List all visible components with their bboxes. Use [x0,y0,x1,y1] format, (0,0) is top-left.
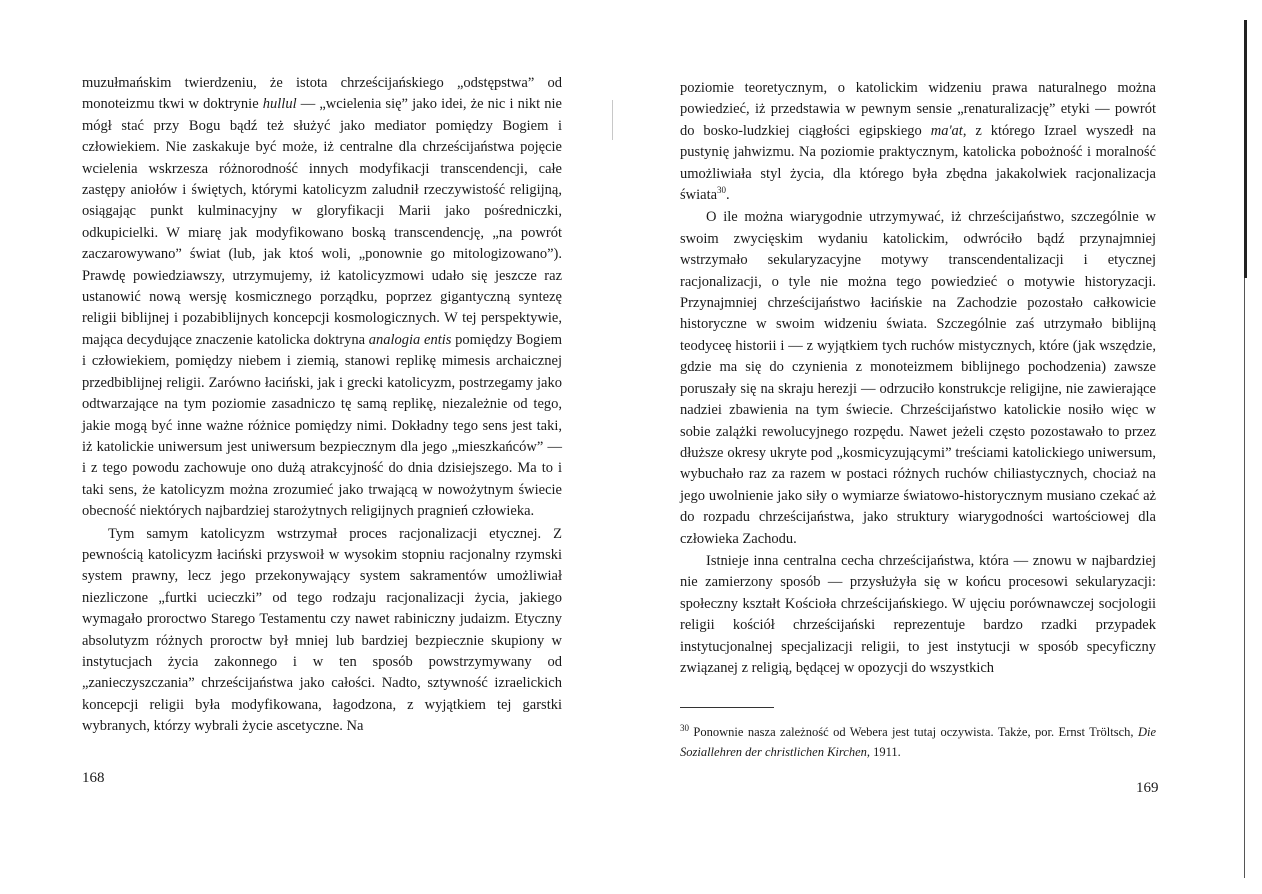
right-page-text [680,78,1156,679]
text-run: Ponownie nasza zależność od Webera jest tutaj oczywista. Także, por. Ernst Tröltsch, [689,725,1138,739]
text-run: muzułmańskim twierdzeniu, że istota chrześcijańskiego „odstępstwa” od monoteizmu tkwi w doktrynie [82,75,562,113]
right-page-number: 169 [1136,780,1159,796]
scan-edge-line [1244,278,1245,878]
scan-gutter-mark [612,100,613,140]
text-run: Tym samym katolicyzm wstrzymał proces racjonalizacji etycznej. Z pewnością katolicyzm łaciński przyswoił w wysokim stopniu racjonalny rzymski system prawny, lecz jego przekonywający system sakramentów umożliwiał niezliczone „furtki ucieczki” od tego rodzaju racjonalizacji życia, jakiego wymagało proroctwo Starego Testamentu czy nawet rabiniczny judaizm. Etyczny absolutyzm różnych proroctw był mniej lub bardziej bezpiecznie skupiony w instytucjach życia zakonnego i w ten sposób powstrzymywany od „zanieczyszczania” chrześcijaństwa jako całości. Nadto, sztywność izraelickich koncepcji religii była modyfikowana, łagodzona, z wyjątkiem tej garstki wybranych, którzy wybrali życie ascetyczne. Na [82,525,562,735]
left-page-number: 168 [82,770,105,786]
paragraph [680,551,1156,679]
text-run: . [726,187,730,204]
footnote [680,722,1156,762]
paragraph [680,78,1156,206]
text-run: — „wcielenia się” jako idei, że nic i nikt nie mógł stać przy Bogu bądź też służyć jako mediator pomiędzy Bogiem i człowiekiem. Nie zaskakuje być może, iż centralne dla chrześcijaństwa pojęcie wcielenia wskrzesza różnorodność innych modyfikacji transcendencji, całe zastępy aniołów i świętych, którymi katolicyzm zaludnił rzeczywistość religijną, osiągając punkt kulminacyjny w gloryfikacji Marii jako pośredniczki, odkupicielki. W miarę jak modyfikowano boską transcendencję, „na powrót zaczarowywano” świat (lub, jak ktoś woli, „ponownie go mitologizowano”). Prawdę powiedziawszy, utrzymujemy, iż katolicyzmowi udało się jeszcze raz ustanowić nową wersję kosmicznego porządku, poprzez gigantyczną syntezę religii biblijnej i pozabiblijnych koncepcji kosmologicznych. W tej perspektywie, mająca decydujące znaczenie katolicka doktryna [82,96,562,348]
paragraph [680,207,1156,550]
scan-edge-bar [1244,20,1247,278]
text-run: pomiędzy Bogiem i człowiekiem, pomiędzy niebem i ziemią, stanowi replikę mimesis archaicznej przedbiblijnej religii. Zarówno łaciński, jak i grecki katolicyzm, postrzegamy jako odtwarzające na tym poziomie zasadniczo tę samą replikę, niezależnie od tego, jakie mogą być inne ważne różnice pomiędzy nimi. Dokładny tego sens jest taki, iż katolickie uniwersum jest uniwersum bezpiecznym dla jego „mieszkańców” — i z tego powodu zachowuje ono dużą atrakcyjność do dnia dzisiejszego. Ma to i taki sens, że katolicyzm można zrozumieć jako trwającą w nowożytnym świecie obecność niektórych najbardziej starożytnych religijnych pragnień człowieka. [82,331,562,520]
italic-term: ma'at [930,122,963,139]
left-page-text [82,73,562,738]
footnote-marker: 30 [680,722,689,733]
text-run: poziomie teoretycznym, o katolickim widzeniu prawa naturalnego można powiedzieć, iż przedstawia w pewnym sensie „renaturalizację” etyki — powrót do bosko-ludzkiej ciągłości egipskiego [680,80,1156,139]
italic-term: Die Soziallehren der christlichen Kirchen, [680,725,1156,759]
text-run: , z którego Izrael wyszedł na pustynię jahwizmu. Na poziomie praktycznym, katolicka pobożność i moralność umożliwiała styl życia, dla którego była zbędna jakakolwiek racjonalizacja świata [680,122,1156,204]
text-run: 1911. [870,745,901,759]
paragraph [82,524,562,738]
text-run: O ile można wiarygodnie utrzymywać, iż chrześcijaństwo, szczególnie w swoim zwycięskim wydaniu katolickim, odwróciło bądź przynajmniej wstrzymało sekularyzacyjne motywy transcendentalizacji i etycznej racjonalizacji, o tyle nie można tego powiedzieć o motywie historyzacji. Przynajmniej chrześcijaństwo łacińskie na Zachodzie pozostało całkowicie historyczne w swoim widzeniu świata. Szczególnie zaś utrzymało biblijną teodyceę historii i — z wyjątkiem tych ruchów mistycznych, które (jak wszędzie, gdzie ma się do czynienia z monoteizmem biblijnego pochodzenia) zawsze poruszały się na skraju herezji — odrzuciło konstrukcje religijne, nie zawierające nadziei zbawienia na tym świecie. Chrześcijaństwo katolickie nosiło więc w sobie zalążki rewolucyjnego rozpędu. Nawet jeżeli często pozostawało to przez dłuższe okresy ukryte pod „kosmicyzującymi” treściami katolickiego uniwersum, wybuchało raz za razem w postaci różnych ruchów chiliastycznych, chociaż na jego uwolnienie jako siły o wymiarze światowo-historycznym musiano czekać aż do rozpadu chrześcijaństwa, jako struktury wiarygodności wartościowej dla człowieka Zachodu. [680,209,1156,547]
italic-term: analogia entis [368,331,452,348]
paragraph [82,73,562,523]
text-run: Istnieje inna centralna cecha chrześcijaństwa, która — znowu w najbardziej nie zamierzony sposób — przysłużyła się w końcu procesowi sekularyzacji: społeczny kształt Kościoła chrześcijańskiego. W ujęciu porównawczej socjologii religii kościół chrześcijański reprezentuje bardzo rzadki przypadek instytucjonalnej specjalizacji religii, to jest instytucji w sposób specyficzny związanej z religią, będącej w opozycji do wszystkich [680,552,1156,676]
footnote-separator [680,707,774,708]
italic-term: hullul [262,96,297,113]
footnote-marker: 30 [717,185,727,196]
